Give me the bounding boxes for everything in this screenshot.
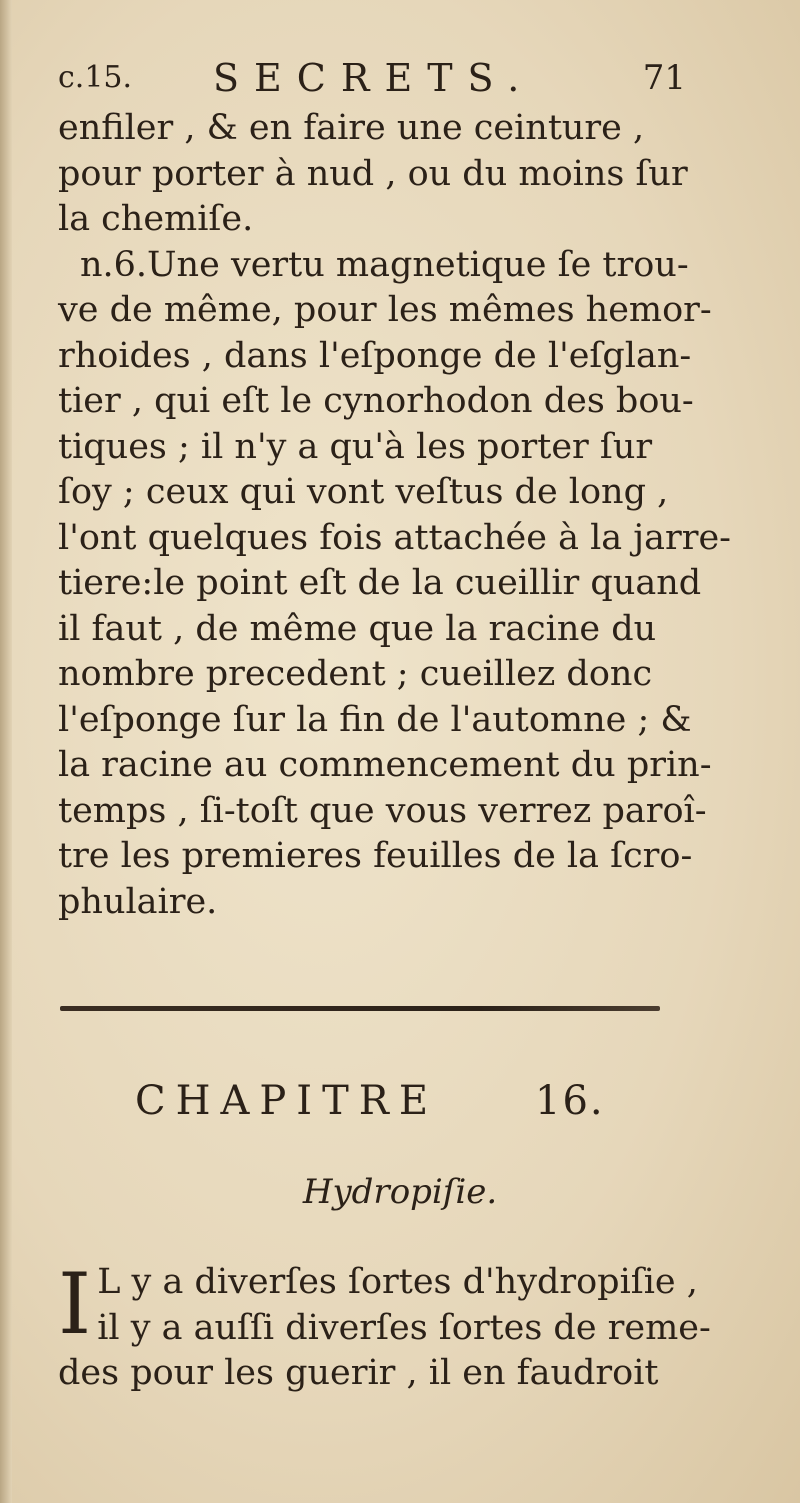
drop-cap: I <box>58 1255 92 1353</box>
text-line: temps , ſi-toſt que vous verrez paroî- <box>58 790 707 831</box>
body-text <box>58 106 731 925</box>
text-line: n.6.Une vertu magnetique ſe trou- <box>80 244 689 285</box>
text-line: phulaire. <box>58 881 218 922</box>
text-line: L y a diverſes ſortes d'hydropiſie , <box>97 1262 698 1302</box>
text-line: rhoides , dans l'eſponge de l'eſglan- <box>58 335 692 376</box>
text-line: nombre precedent ; cueillez donc <box>58 654 653 694</box>
text-line: tiques ; il n'y a qu'à les porter ſur <box>58 426 653 467</box>
text-line: il y a auſſi diverſes ſortes de reme- <box>97 1307 711 1348</box>
running-title: SECRETS. <box>213 56 535 100</box>
text-line: ve de même, pour les mêmes hemor- <box>58 290 712 330</box>
page-gutter <box>0 0 12 1503</box>
text-line: tre les premieres feuilles de la ſcro- <box>58 836 693 876</box>
text-line: la racine au commencement du prin- <box>58 745 712 785</box>
text-line: pour porter à nud , ou du moins ſur <box>58 153 688 194</box>
text-line: l'ont quelques fois attachée à la jarre- <box>58 517 731 558</box>
chapter-number: 16. <box>535 1078 605 1124</box>
text-line: ſoy ; ceux qui vont veſtus de long , <box>58 472 669 512</box>
text-line: enfiler , & en faire une ceinture , <box>58 108 645 148</box>
text-line: la chemiſe. <box>58 199 254 239</box>
section-divider <box>60 1006 660 1011</box>
text-line: des pour les guerir , il en faudroit <box>58 1353 659 1393</box>
chapter-text <box>58 1255 711 1397</box>
text-line: tier , qui eſt le cynorhodon des bou- <box>58 381 694 421</box>
section-title: Hydropiſie. <box>302 1172 498 1212</box>
text-line: tiere:le point eſt de la cueillir quand <box>58 563 702 603</box>
signature-mark: c.15. <box>58 60 133 95</box>
chapter-label: CHAPITRE <box>135 1078 439 1124</box>
text-line: il faut , de même que la racine du <box>58 608 657 649</box>
running-header <box>58 56 686 106</box>
text-line: l'eſponge ſur la fin de l'automne ; & <box>58 699 692 740</box>
page-number: 71 <box>642 58 686 98</box>
